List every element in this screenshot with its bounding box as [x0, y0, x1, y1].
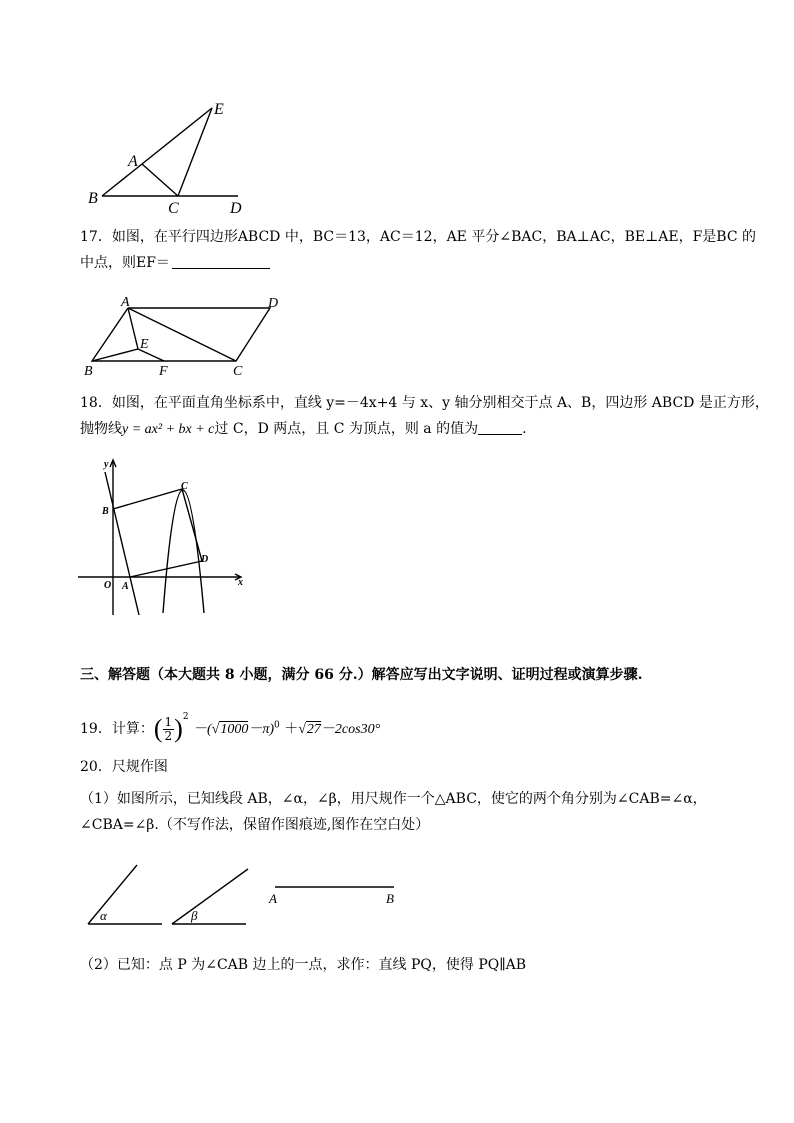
parabola — [163, 490, 204, 613]
q20-part1-line2: ∠CBA=∠β.（不写作法，保留作图痕迹,图作在空白处） — [80, 817, 430, 833]
line-AE — [128, 308, 138, 349]
label-A: A — [128, 153, 138, 170]
figure-q18 — [75, 455, 250, 615]
label-A: A — [269, 891, 277, 906]
label-B: B — [84, 364, 93, 379]
q20-part2: （2）已知：点 P 为∠CAB 边上的一点，求作：直线 PQ，使得 PQ∥AB — [80, 957, 527, 973]
q20-part1-line1: （1）如图所示，已知线段 AB，∠α，∠β，用尺规作一个△ABC，使它的两个角分别为∠CAB=∠α， — [80, 791, 707, 807]
figure-q16 — [80, 95, 260, 220]
label-D: D — [201, 554, 209, 565]
question-18 — [80, 390, 769, 443]
line-AB — [105, 472, 139, 615]
q20-title: 20．尺规作图 — [80, 759, 168, 775]
question-19: 19．计算：( $\frac{1}{2}$ )$^2 -(√1000-\pi)^0 +√27-2\cos 30^\circ$ — [80, 712, 381, 743]
label-E: E — [140, 337, 149, 352]
label-D: D — [230, 200, 242, 217]
label-A: A — [122, 581, 129, 592]
question-17 — [80, 224, 756, 276]
label-B: B — [102, 506, 109, 517]
fraction-half: $\frac{1}{2}$ — [164, 714, 173, 743]
q18-formula: y = ax² + bx + c — [122, 422, 215, 437]
label-B: B — [386, 891, 394, 906]
label-y: y — [104, 459, 109, 470]
label-B: B — [88, 190, 98, 207]
label-beta: β — [191, 908, 198, 923]
q17-answer-blank[interactable] — [172, 254, 270, 269]
label-D: D — [268, 296, 279, 311]
line-AC — [128, 308, 236, 361]
section-3-heading: 三、解答题（本大题共 8 小题，满分 66 分.）解答应写出文字说明、证明过程或演算步骤. — [80, 667, 643, 683]
label-O: O — [104, 580, 112, 591]
q17-line2: 中点，则EF＝ — [80, 250, 756, 276]
label-x: x — [238, 577, 243, 588]
q18-line2: 抛物线y = ax² + bx + c过 C，D 两点，且 C 为顶点，则 a 的值为 . — [80, 421, 527, 437]
q17-line1: 17．如图，在平行四边形ABCD 中，BC＝13，AC＝12，AE 平分∠BAC，BA⊥AC，BE⊥AE，F是BC 的 — [80, 229, 757, 245]
label-E: E — [214, 101, 224, 118]
label-A: A — [121, 295, 130, 310]
angle-beta-ray2 — [172, 869, 248, 924]
question-20 — [80, 754, 707, 838]
figure-q17 — [80, 293, 290, 381]
q18-answer-blank[interactable] — [478, 420, 522, 435]
label-C: C — [168, 200, 179, 217]
line-AC — [142, 164, 178, 196]
q18-line1: 18．如图，在平面直角坐标系中，直线 y=－4x+4 与 x、y 轴分别相交于点 A、B，四边形 ABCD 是正方形， — [80, 395, 769, 411]
figure-q20 — [80, 860, 410, 932]
label-F: F — [159, 364, 168, 379]
label-C: C — [181, 481, 188, 492]
label-alpha: α — [100, 908, 107, 923]
angle-alpha-ray2 — [88, 865, 137, 924]
label-C: C — [233, 364, 243, 379]
